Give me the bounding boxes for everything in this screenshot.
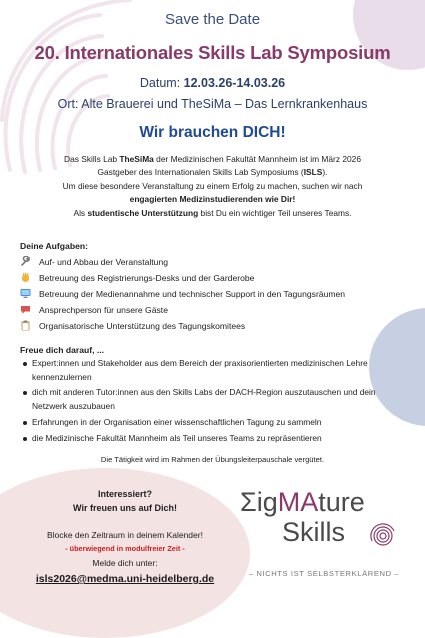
- logo-text-accent: MA: [277, 487, 319, 517]
- save-the-date-label: Save the Date: [164, 11, 261, 28]
- task-text: Betreuung der Medienannahme und technischer Support in den Tagungsräumen: [39, 288, 346, 299]
- computer-icon: [20, 288, 31, 299]
- benefit-item: [32, 416, 404, 430]
- benefit-item: [32, 386, 404, 414]
- compensation-note: Die Tätigkeit wird im Rahmen der Übungsleiterpauschale vergütet.: [100, 455, 325, 464]
- intro-text-span: Das Skills Lab: [64, 154, 120, 164]
- clipboard-icon: [20, 320, 31, 331]
- intro-bold-span: ISLS: [303, 167, 323, 178]
- task-text: Auf- und Abbau der Veranstaltung: [39, 256, 169, 267]
- intro-text-span: Gastgeber des Internationalen Skills Lab Symposiums (: [97, 167, 304, 178]
- benefit-text: dich mit anderen Tutor:innen aus den Skills Labs der DACH-Region auszutauschen und dein Netzwerk auszubauen: [32, 387, 376, 411]
- logo-line-1: [240, 487, 365, 518]
- date-label: Datum:: [139, 76, 184, 90]
- event-location: Ort: Alte Brauerei und TheSiMa – Das Lernkrankenhaus: [57, 97, 368, 111]
- benefit-text: die Medizinische Fakultät Mannheim als Teil unseres Teams zu repräsentieren: [32, 433, 322, 443]
- benefit-text: Expert:innen und Stakeholder aus dem Bereich der praxisorientierten medizinischen Lehre kennenzulernen: [32, 358, 368, 382]
- cta-answer: Wir freuen uns auf Dich!: [73, 503, 177, 513]
- intro-text-span: Als: [73, 207, 88, 218]
- task-text: Organisatorische Unterstützung des Tagungskomitees: [39, 320, 246, 331]
- benefit-text: Erfahrungen in der Organisation einer wissenschaftlichen Tagung zu sammeln: [32, 417, 322, 427]
- intro-line: Um diese besondere Veranstaltung zu einem Erfolg zu machen, suchen wir nach: [62, 180, 363, 191]
- bullet-icon: [23, 437, 27, 441]
- intro-line: [18, 166, 407, 179]
- task-text: Ansprechperson für unsere Gäste: [39, 304, 168, 315]
- task-item: [20, 320, 245, 331]
- intro-bold-span: engagierten Medizinstudierenden wie Dir!: [129, 194, 296, 205]
- intro-line: [18, 207, 407, 220]
- waving-hand-icon: [20, 272, 31, 283]
- cta-heading: [0, 487, 250, 515]
- intro-text: [18, 153, 407, 220]
- sigmature-skills-logo: [240, 487, 410, 557]
- cta-block-text: Blocke den Zeitraum in deinem Kalender!: [47, 530, 203, 540]
- benefits-heading: Freue dich darauf, ...: [20, 345, 105, 355]
- cta-question: Interessiert?: [97, 489, 153, 499]
- logo-tagline: – NICHTS IST SELBSTERKLÄREND –: [248, 569, 400, 578]
- bullet-icon: [23, 391, 27, 395]
- bullet-icon: [23, 421, 27, 425]
- intro-line: [18, 153, 407, 166]
- intro-line: [18, 193, 407, 206]
- intro-bold-span: studentische Unterstützung: [87, 207, 199, 218]
- event-date: [0, 76, 425, 90]
- intro-bold-span: TheSiMa: [119, 154, 154, 164]
- email-link[interactable]: isls2026@medma.uni-heidelberg.de: [35, 573, 215, 585]
- logo-fingerprint-icon: [368, 521, 398, 551]
- benefit-item: [32, 432, 404, 446]
- bullet-icon: [23, 362, 27, 366]
- cta-hint: - überwiegend in modulfreier Zeit -: [65, 544, 185, 553]
- wrench-icon: [20, 256, 31, 267]
- benefit-item: [32, 357, 404, 385]
- task-item: [20, 304, 168, 315]
- cta-contact-label: Melde dich unter:: [92, 558, 158, 568]
- headline: Wir brauchen DICH!: [139, 124, 286, 141]
- intro-text-span: ).: [322, 167, 328, 178]
- intro-text-span: bist Du ein wichtiger Teil unseres Teams.: [198, 207, 352, 218]
- task-item: [20, 272, 254, 283]
- logo-text: Σig: [240, 487, 278, 517]
- date-value: 12.03.26-14.03.26: [183, 76, 286, 90]
- tasks-heading: Deine Aufgaben:: [20, 241, 88, 251]
- task-text: Betreuung des Registrierungs-Desks und der Garderobe: [39, 272, 255, 283]
- speech-bubble-icon: [20, 304, 31, 315]
- logo-text: ture: [318, 487, 365, 517]
- page-title: 20. Internationales Skills Lab Symposium: [34, 42, 391, 63]
- task-item: [20, 288, 345, 299]
- task-item: [20, 256, 168, 267]
- logo-line-2: Skills: [282, 517, 346, 547]
- intro-text-span: der Medizinischen Fakultät Mannheim ist im März 2026: [153, 154, 361, 164]
